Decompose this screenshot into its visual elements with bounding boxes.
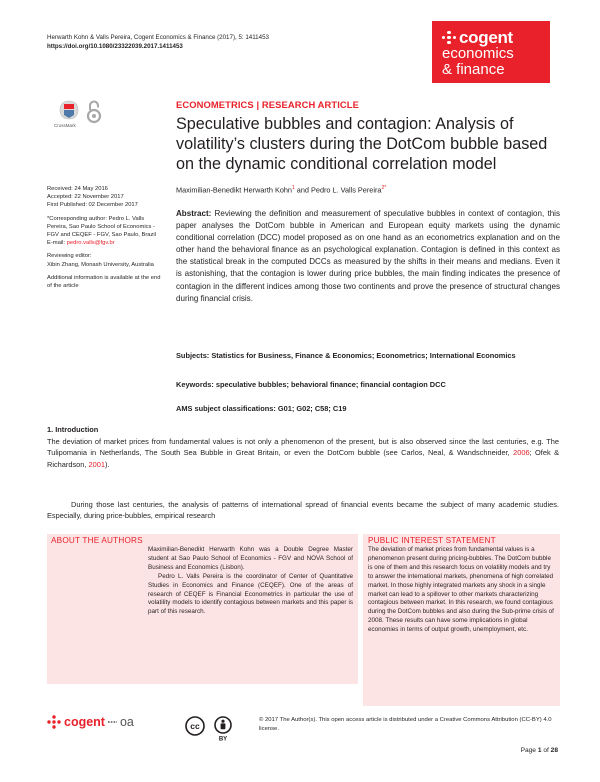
section-heading-introduction: 1. Introduction	[47, 425, 99, 434]
about-author-1: Maximilian-Benedikt Herwarth Kohn was a Double Degree Master student at Sao Paulo School of Economics - FGV and NOVA School of Business and Economics (Lisbon).	[148, 546, 353, 571]
journal-logo[interactable]	[432, 21, 550, 83]
paragraph-text: The deviation of market prices from fundamental values is not only a phenomenon of the present, but is also observed since the last centuries, e.g. The Tulipomania in Netherlands, The South Sea Bubble in Great Britain, or even the DotCom bubble (see Carlos, Neal, & Wandschneider,	[47, 437, 559, 458]
email-label: E-mail:	[47, 240, 67, 247]
author-name[interactable]: Maximilian-Benedikt Herwarth Kohn	[176, 185, 292, 195]
cogent-oa-logo[interactable]	[47, 712, 134, 732]
about-author-2: Pedro L. Valls Pereira is the coordinator of Center of Quantitative Studies in Economics and Finance (CEQEF). One of the areas of research of CEQEF is Financial Econometrics in particular the use of volatility models to identify contagious between markets and this paper is part of this research.	[148, 572, 353, 616]
running-header	[47, 33, 269, 51]
author-list	[176, 185, 386, 194]
published-date: First Published: 02 December 2017	[47, 202, 138, 209]
abstract-text: Reviewing the definition and measurement of speculative bubbles in context of contagion, this paper analyses the DotCom bubble in American and European equity markets using the dynamic conditional correlation (DCC) model proposed as on one hand as an econometrics explanation and on the other hand the behavioral finance as an psychological explanation. Contagion is defined in this context as the statistical break in the computed DCCs as measured by the shifts in their means and medians. Even it is astonishing, that the contagion is lower during price bubbles, the main finding indicates the presence of contagion in the different indices among those two continents and prove the presence of structural changes during financial crisis.	[176, 209, 560, 303]
reviewing-editor-label: Reviewing editor:	[47, 253, 92, 260]
author-affiliation-mark[interactable]: 2*	[381, 185, 387, 191]
author-separator: and	[294, 185, 312, 195]
citation-link[interactable]: 2006	[513, 448, 530, 458]
email-link[interactable]: pedro.valls@fgv.br	[66, 240, 115, 247]
header-citation: Herwarth Kohn & Valls Pereira, Cogent Economics & Finance (2017), 5: 1411453	[47, 34, 269, 41]
arrow-right-icon	[107, 718, 119, 726]
paragraph-text: ).	[104, 459, 110, 469]
page-total: 28	[550, 747, 558, 754]
received-date: Received: 24 May 2016	[47, 186, 108, 192]
cc-badge-label: cc	[190, 721, 200, 732]
logo-economics: economics	[442, 45, 514, 62]
keywords: Keywords: speculative bubbles; behavioral finance; financial contagion DCC	[176, 380, 446, 389]
article-title: Speculative bubbles and contagion: Analysis of volatility’s clusters during the DotCom bubble based on the dynamic conditional correlation model	[176, 115, 548, 173]
about-authors-heading: ABOUT THE AUTHORS	[51, 536, 143, 545]
corresponding-author: *Corresponding author: Pedro L. Valls Pereira, Sao Paulo School of Economics - FGV and CEQEF - FGV, Sao Paulo, Brazil	[47, 215, 157, 239]
cogent-dots-icon	[47, 715, 61, 729]
subjects: Subjects: Statistics for Business, Finance & Economics; Econometrics; International Economics	[176, 351, 516, 360]
author-name[interactable]: Pedro L. Valls Pereira	[311, 185, 382, 195]
crossmark-label: CrossMark	[54, 123, 76, 128]
abstract-label: Abstract:	[176, 209, 212, 218]
cogent-dots-icon	[442, 31, 456, 45]
public-interest-heading: PUBLIC INTEREST STATEMENT	[368, 536, 496, 545]
intro-paragraph-1	[47, 436, 559, 470]
paragraph-text: ; Ofek & Richardson,	[47, 448, 559, 469]
attribution-by-icon[interactable]	[213, 716, 233, 742]
footer-logo-cogent: cogent	[64, 715, 105, 729]
about-authors-text	[148, 546, 353, 617]
page-number	[521, 747, 558, 754]
reviewing-editor: Xibin Zhang, Monash University, Australia	[47, 261, 154, 268]
creative-commons-icon[interactable]	[185, 716, 205, 736]
intro-paragraph-2: During those last centuries, the analysis of patterns of international spread of financial events became the subject of many academic studies. Especially, during price-bubbles, empirical research	[47, 500, 559, 521]
article-category: ECONOMETRICS | RESEARCH ARTICLE	[176, 99, 359, 110]
author-affiliation-mark[interactable]: 1	[292, 185, 295, 191]
by-badge-label: BY	[218, 736, 228, 742]
page-label: Page	[520, 747, 538, 754]
article-metadata-sidebar	[47, 185, 165, 290]
abstract	[176, 208, 560, 305]
page-current: 1	[537, 747, 542, 754]
additional-info-note: Additional information is available at the end of the article	[47, 274, 161, 290]
footer-logo-oa: oa	[119, 715, 134, 729]
author-photo-area	[47, 546, 142, 676]
public-interest-text: The deviation of market prices from fundamental values is a phenomenon present during pricing-bubbles. The DotCom bubble is one of them and this research focus on volatility models and try to answer the international markets, phenomena of high correlated market. In those highly integrated markets any shock in a single market can lead to a spillover to other markets characterizing contagious between market. In this research, we found contagious during the DotCom bubbles and also during the Sub-prime crisis of 2008. These results can have some implications in global economies in terms of output growth, unemployment, etc.	[368, 546, 554, 634]
page-of: of	[541, 747, 551, 754]
accepted-date: Accepted: 22 November 2017	[47, 194, 124, 201]
logo-cogent: cogent	[459, 28, 513, 47]
open-access-lock-icon	[86, 100, 102, 124]
header-doi-link[interactable]: https://doi.org/10.1080/23322039.2017.1411453	[47, 43, 183, 50]
license-statement: © 2017 The Author(s). This open access article is distributed under a Creative Commons Attribution (CC-BY) 4.0 license.	[259, 717, 552, 732]
citation-link[interactable]: 2001	[88, 459, 105, 469]
ams-classifications: AMS subject classifications: G01; G02; C58; C19	[176, 404, 347, 413]
logo-finance: & finance	[442, 61, 505, 78]
